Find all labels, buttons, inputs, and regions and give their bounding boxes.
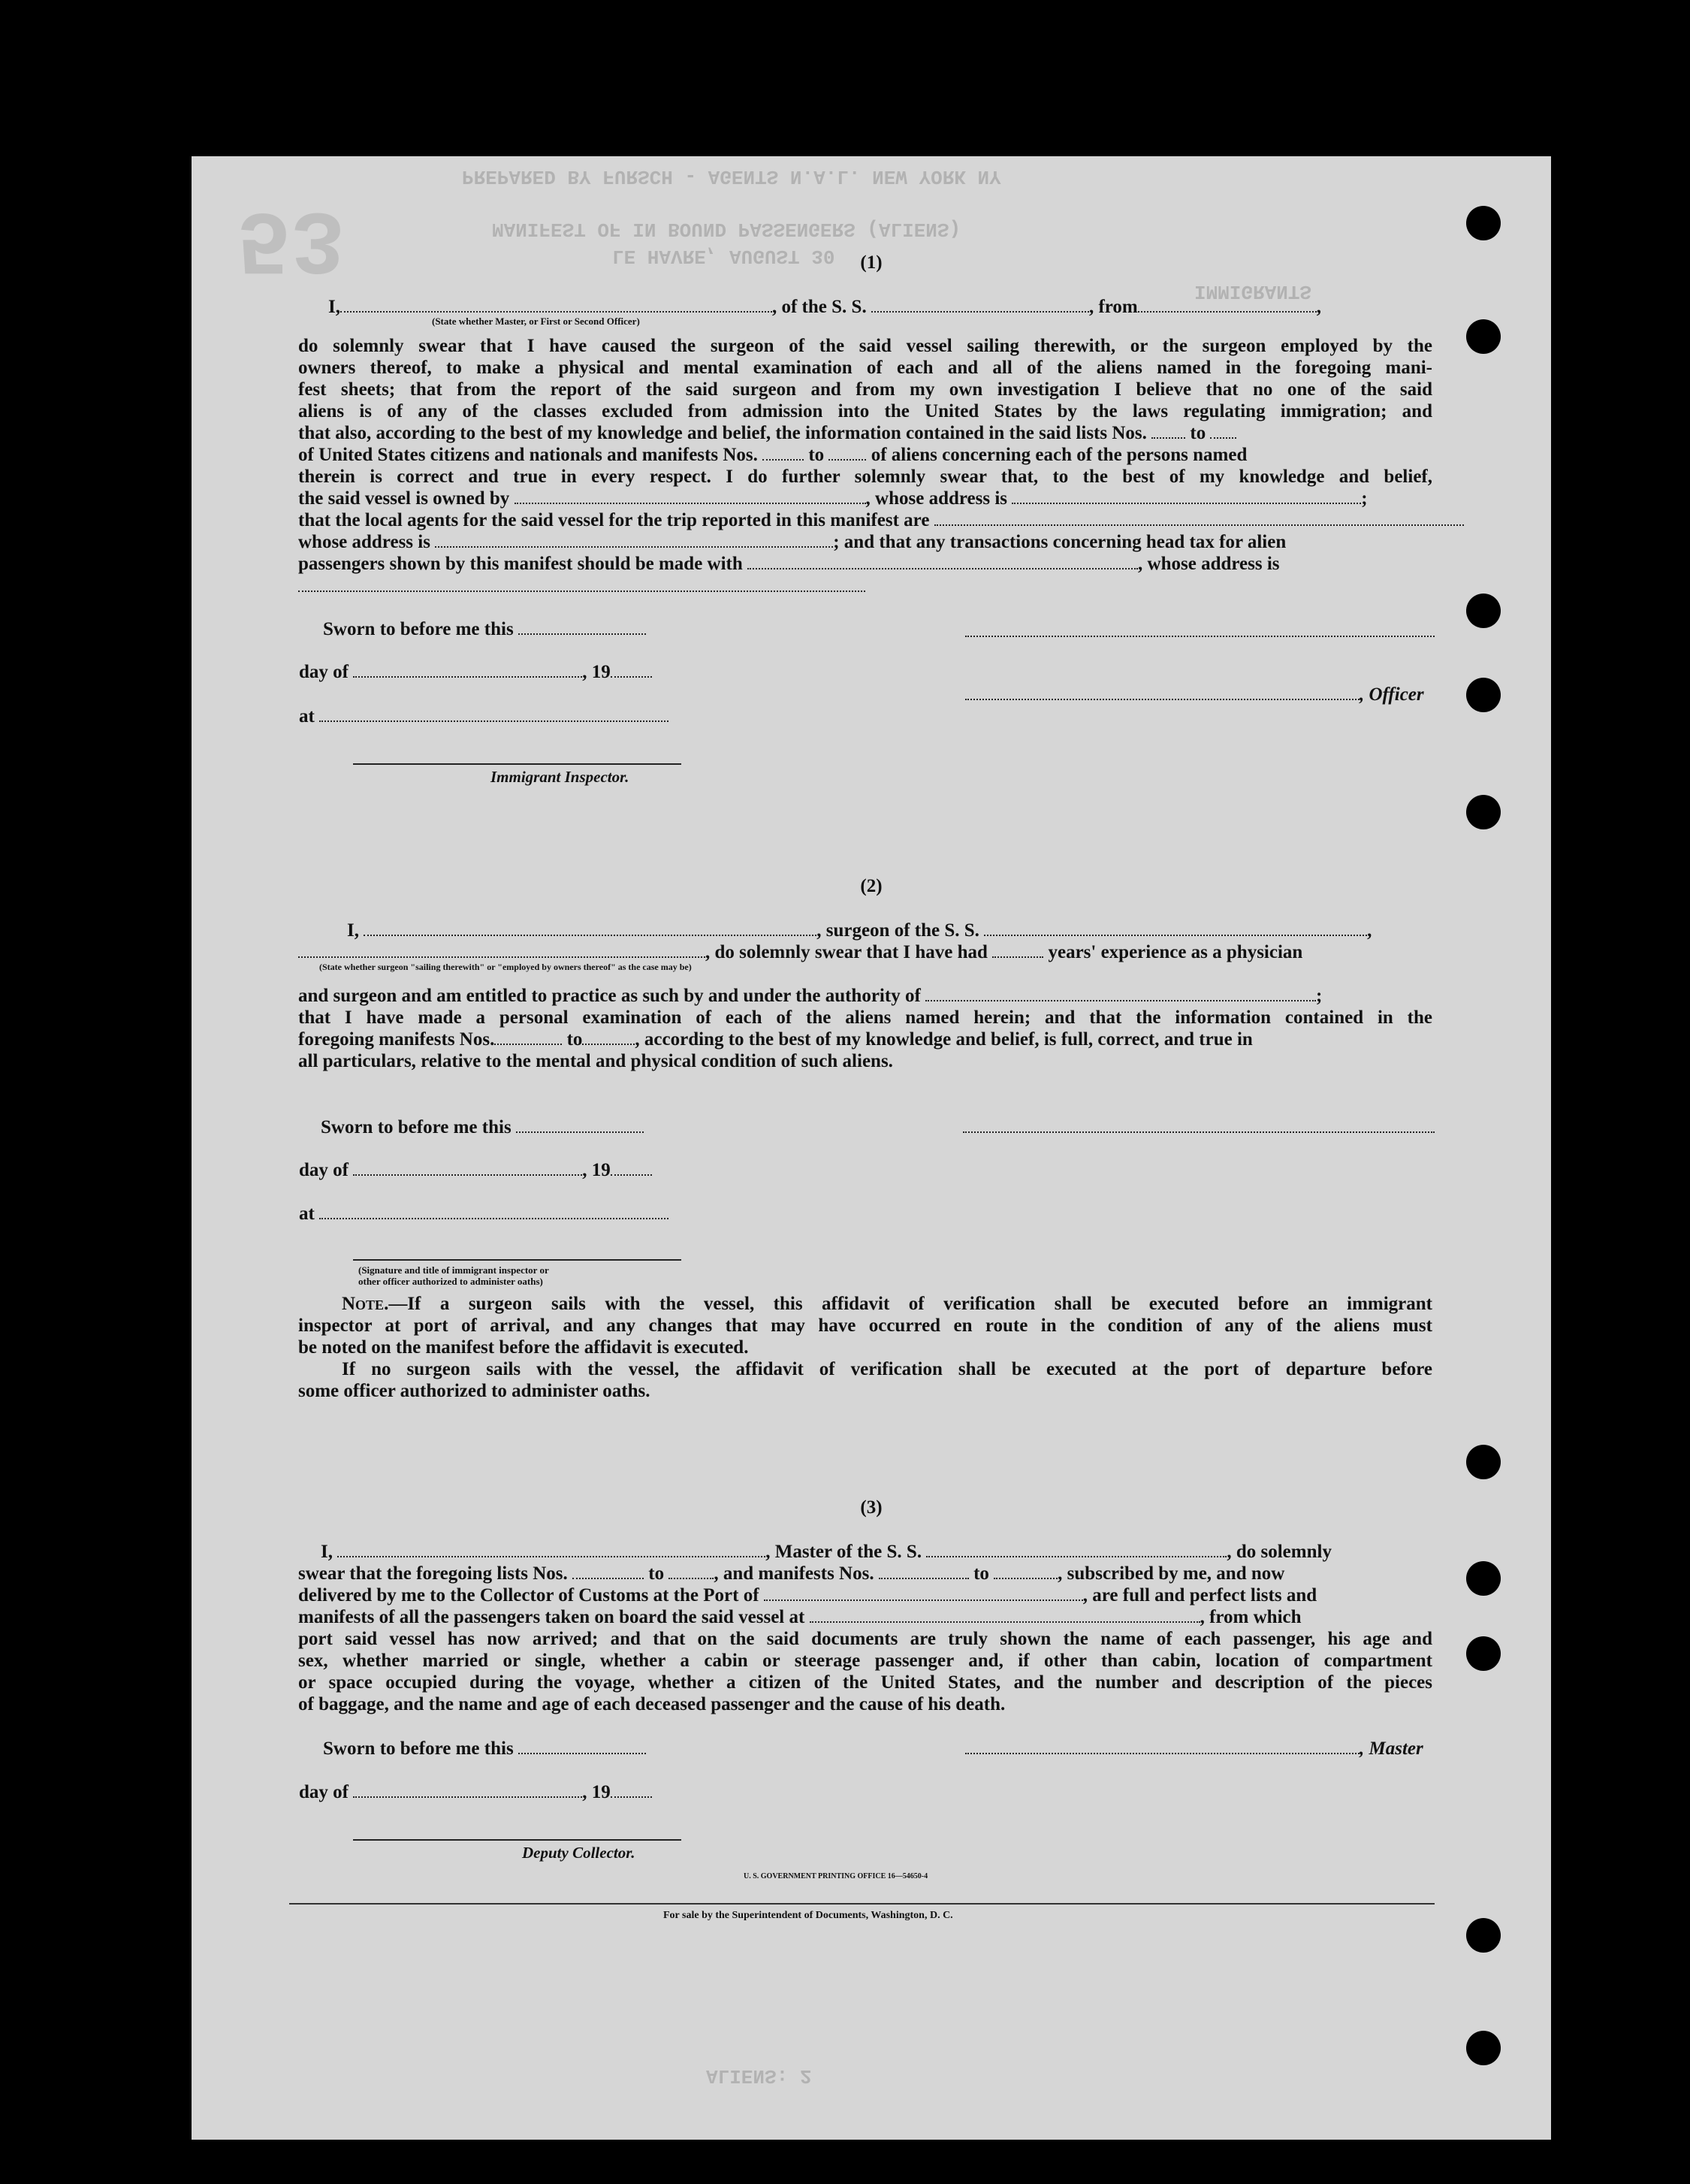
section-3-text-line: or space occupied during the voyage, whether a citizen of the United States, and the number and description of the pieces (298, 1672, 1432, 1693)
section-1-headtax-line: passengers shown by this manifest should be made with , whose address is (298, 554, 1280, 574)
officer-rank-note: (State whether Master, or First or Second Officer) (432, 316, 640, 327)
section-3-lists-line: swear that the foregoing lists Nos. to , and manifests Nos. to , subscribed by me, and now (298, 1563, 1285, 1584)
collector-signature-line[interactable] (353, 1839, 681, 1841)
section-3-manifests-line: manifests of all the passengers taken on board the said vessel at , from which (298, 1607, 1302, 1627)
note-line: Note.—If a surgeon sails with the vessel, this affidavit of verification shall be executed before an immigrant (342, 1294, 1432, 1314)
show-through-text-5: ALIENS: 2 (706, 2065, 812, 2087)
binder-hole (1466, 678, 1501, 712)
manifest-affidavit-sheet (192, 156, 1551, 2140)
section-1-text-line: fest sheets; that from the report of the said surgeon and from my own investigation I believe that no one of the said (298, 379, 1432, 400)
section-2-text-line: all particulars, relative to the mental and physical condition of such aliens. (298, 1051, 893, 1071)
binder-hole (1466, 1636, 1501, 1671)
at-label-2: at (299, 1203, 668, 1225)
official-signature-line[interactable] (353, 1259, 681, 1261)
section-3-first-line: I, , Master of the S. S. , do solemnly (321, 1542, 1332, 1562)
section-1-manifests-line: of United States citizens and nationals and manifests Nos. to of aliens concerning each of the persons named (298, 445, 1248, 465)
officer-signature-line[interactable] (965, 636, 1435, 637)
show-through-stamp: 53 (237, 186, 346, 288)
binder-hole (1466, 1445, 1501, 1479)
signature-note-1: (Signature and title of immigrant inspector or (358, 1264, 549, 1276)
section-2-number: (2) (860, 876, 883, 896)
inspector-signature-line[interactable] (353, 763, 681, 765)
surgeon-type-note: (State whether surgeon "sailing therewith" or "employed by owners thereof" as the case may be) (319, 962, 692, 972)
binder-hole (1466, 1918, 1501, 1953)
binder-hole (1466, 206, 1501, 240)
note-line: some officer authorized to administer oaths. (298, 1381, 650, 1401)
binder-hole (1466, 1561, 1501, 1596)
section-2-text-line: that I have made a personal examination of each of the aliens named herein; and that the information contained in the (298, 1007, 1432, 1028)
sale-imprint: For sale by the Superintendent of Documents, Washington, D. C. (663, 1910, 953, 1921)
section-3-number: (3) (860, 1497, 883, 1518)
section-1-text-line: do solemnly swear that I have caused the surgeon of the said vessel sailing therewith, or the surgeon employed by the (298, 336, 1432, 356)
section-3-text-line: port said vessel has now arrived; and that on the said documents are truly shown the name of each passenger, his age and (298, 1629, 1432, 1649)
sworn-label-2: Sworn to before me this (321, 1116, 644, 1138)
section-2-first-line: I, , surgeon of the S. S. , (347, 920, 1372, 941)
show-through-text-1: PREPARED BY FURSCH - AGENTS N.A.L. NEW YORK NY (462, 165, 1001, 188)
section-1-agents-line: that the local agents for the said vessel for the trip reported in this manifest are (298, 509, 1432, 531)
section-1-first-line: I, , of the S. S. , from , (328, 297, 1321, 317)
show-through-text-2: MANIFEST OF IN BOUND PASSENGERS (ALIENS) (492, 218, 961, 240)
section-1-lists-line: that also, according to the best of my knowledge and belief, the information contained in the said lists Nos. to (298, 422, 1432, 444)
section-1-address-line: whose address is ; and that any transactions concerning head tax for alien (298, 532, 1287, 552)
officer-label: , Officer (965, 684, 1424, 705)
day-of-label-2: day of , 19 (299, 1159, 652, 1181)
section-3-text-line: sex, whether married or single, whether a cabin or steerage passenger and, if other than cabin, location of compartment (298, 1651, 1432, 1671)
note-line: If no surgeon sails with the vessel, the affidavit of verification shall be executed at the port of departure before (342, 1359, 1432, 1379)
show-through-text-3: LE HAVRE, AUGUST 30 (612, 245, 835, 267)
day-of-label-1: day of , 19 (299, 661, 652, 683)
note-line: inspector at port of arrival, and any changes that may have occurred en route in the condition of any of the aliens must (298, 1316, 1432, 1336)
gpo-imprint: U. S. GOVERNMENT PRINTING OFFICE 16—54650-4 (744, 1872, 928, 1880)
sworn-label-3: Sworn to before me this (323, 1738, 646, 1760)
section-1-text-line: therein is correct and true in every respect. I do further solemnly swear that, to the best of my knowledge and belief, (298, 467, 1432, 487)
master-label: , Master (965, 1738, 1423, 1760)
section-1-text-line: aliens is of any of the classes excluded from admission into the United States by the laws regulating immigration; and (298, 401, 1432, 421)
section-3-text-line: of baggage, and the name and age of each deceased passenger and the cause of his death. (298, 1694, 1006, 1714)
day-of-label-3: day of , 19 (299, 1781, 652, 1803)
sworn-label-1: Sworn to before me this (323, 618, 646, 640)
signature-note-2: other officer authorized to administer oaths) (358, 1276, 543, 1287)
blank-line (298, 591, 865, 592)
section-3-delivered-line: delivered by me to the Collector of Customs at the Port of , are full and perfect lists and (298, 1585, 1317, 1606)
binder-hole (1466, 319, 1501, 354)
binder-hole (1466, 795, 1501, 829)
section-1-number: (1) (860, 252, 883, 273)
inspector-label: Immigrant Inspector. (490, 768, 629, 786)
at-label-1: at (299, 705, 668, 727)
section-2-authority-line: and surgeon and am entitled to practice as such by and under the authority of ; (298, 986, 1323, 1006)
collector-label: Deputy Collector. (522, 1844, 635, 1862)
section-2-swear-line: , do solemnly swear that I have had years' experience as a physician (298, 941, 1432, 963)
note-line: be noted on the manifest before the affidavit is executed. (298, 1337, 749, 1358)
binder-hole (1466, 2031, 1501, 2065)
surgeon-signature-line[interactable] (963, 1131, 1435, 1133)
show-through-text-4: IMMIGRANTS (1194, 280, 1312, 303)
section-1-text-line: owners thereof, to make a physical and mental examination of each and all of the aliens named in the foregoing mani- (298, 358, 1432, 378)
section-2-manifests-line: foregoing manifests Nos. to , according to the best of my knowledge and belief, is full, correct, and true in (298, 1029, 1253, 1050)
section-1-owner-line: the said vessel is owned by , whose address is ; (298, 488, 1368, 509)
binder-hole (1466, 594, 1501, 628)
footer-divider (289, 1903, 1435, 1905)
